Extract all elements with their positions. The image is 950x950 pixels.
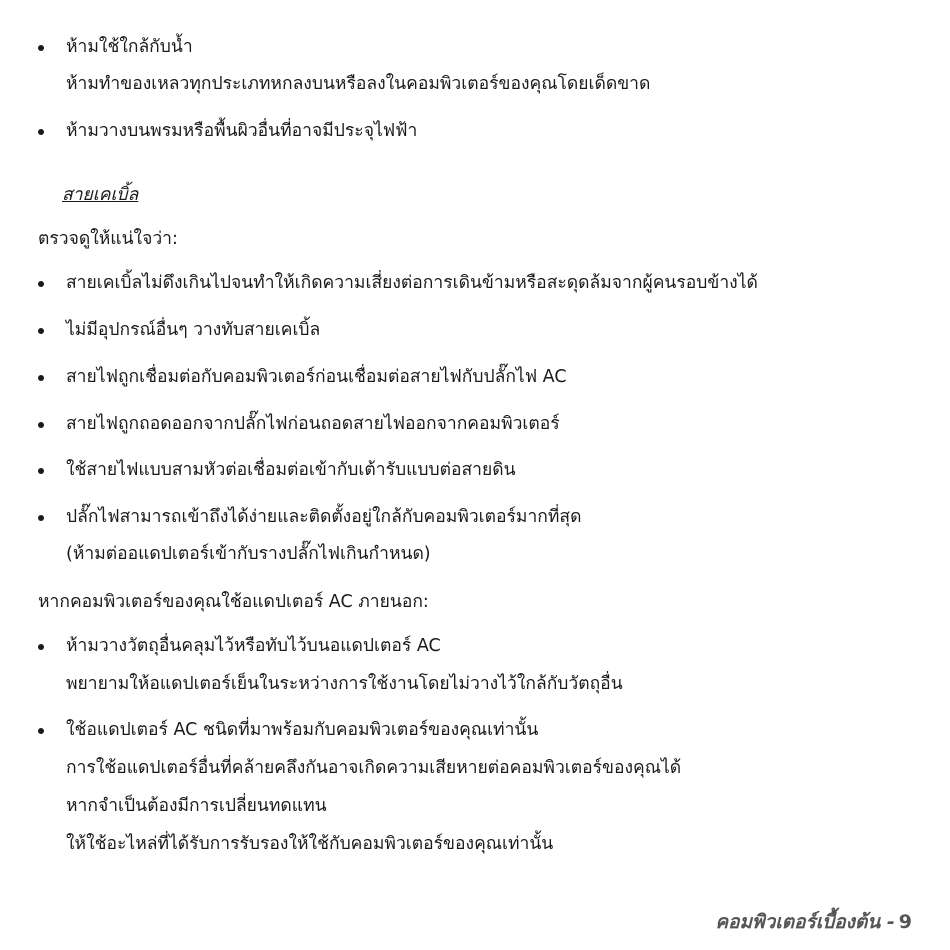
list-item-text: ห้ามวางวัตถุอื่นคลุมไว้หรือทับไว้บนอแดปเตอร์ AC [66,636,441,656]
bullet-dot [38,45,44,51]
bullet-dot [38,281,44,287]
bullet-dot [38,515,44,521]
list-item-text-continued: ให้ใช้อะไหล่ที่ได้รับการรับรองให้ใช้กับคอมพิวเตอร์ของคุณเท่านั้น [66,834,554,854]
page-number: 9 [898,911,912,933]
bullet-dot [38,468,44,474]
list-item-text: สายไฟถูกถอดออกจากปลั๊กไฟก่อนถอดสายไฟออกจากคอมพิวเตอร์ [66,414,560,434]
bullet-dot [38,644,44,650]
list-item-text: ใช้อแดปเตอร์ AC ชนิดที่มาพร้อมกับคอมพิวเตอร์ของคุณเท่านั้น [66,720,539,740]
bullet-dot [38,328,44,334]
page-footer [715,908,912,936]
footer-section-title: คอมพิวเตอร์เบื้องต้น - [715,911,895,933]
list-item-text: ใช้สายไฟแบบสามหัวต่อเชื่อมต่อเข้ากับเต้ารับแบบต่อสายดิน [66,460,516,480]
bullet-dot [38,129,44,135]
list-item-text: ห้ามใช้ใกล้กับน้ำ [66,37,193,57]
list-item-text-continued: ห้ามทำของเหลวทุกประเภทหกลงบนหรือลงในคอมพิวเตอร์ของคุณโดยเด็ดขาด [66,74,651,94]
list-item-text: สายไฟถูกเชื่อมต่อกับคอมพิวเตอร์ก่อนเชื่อมต่อสายไฟกับปลั๊กไฟ AC [66,367,567,387]
list-item-text: ไม่มีอุปกรณ์อื่นๆ วางทับสายเคเบิ้ล [66,320,321,340]
section-intro-cables: ตรวจดูให้แน่ใจว่า: [38,229,178,249]
list-item-text-continued: (ห้ามต่ออแดปเตอร์เข้ากับรางปลั๊กไฟเกินกำหนด) [66,544,431,564]
list-item-text-continued: การใช้อแดปเตอร์อื่นที่คล้ายคลึงกันอาจเกิดความเสียหายต่อคอมพิวเตอร์ของคุณได้ [66,758,682,778]
section-intro-adapter: หากคอมพิวเตอร์ของคุณใช้อแดปเตอร์ AC ภายนอก: [38,592,429,612]
list-item-text: สายเคเบิ้ลไม่ดึงเกินไปจนทำให้เกิดความเสี่ยงต่อการเดินข้ามหรือสะดุดล้มจากผู้คนรอบข้างได้ [66,273,758,293]
bullet-dot [38,375,44,381]
list-item-text-continued: พยายามให้อแดปเตอร์เย็นในระหว่างการใช้งานโดยไม่วางไว้ใกล้กับวัตถุอื่น [66,674,623,694]
list-item-text: ห้ามวางบนพรมหรือพื้นผิวอื่นที่อาจมีประจุไฟฟ้า [66,121,418,141]
section-heading-cables: สายเคเบิ้ล [62,185,139,205]
list-item-text: ปลั๊กไฟสามารถเข้าถึงได้ง่ายและติดตั้งอยู่ใกล้กับคอมพิวเตอร์มากที่สุด [66,507,582,527]
bullet-dot [38,728,44,734]
list-item-text-continued: หากจำเป็นต้องมีการเปลี่ยนทดแทน [66,796,327,816]
bullet-dot [38,422,44,428]
